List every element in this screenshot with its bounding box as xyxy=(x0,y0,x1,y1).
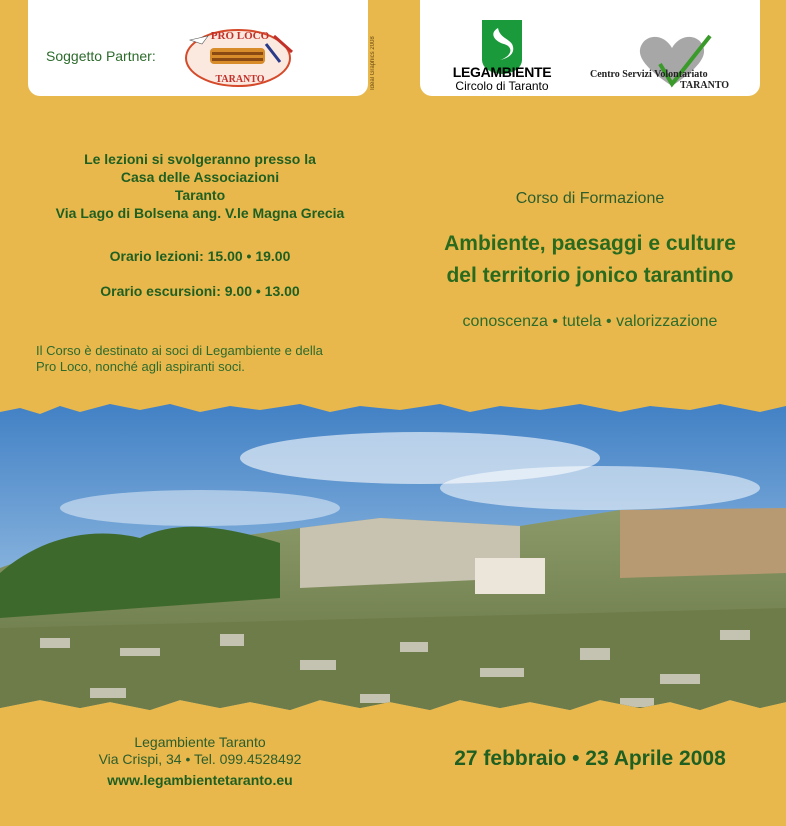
org-name: Legambiente Taranto xyxy=(134,734,266,750)
location-line: Taranto xyxy=(174,187,226,203)
org-address: Via Crispi, 34 • Tel. 099.4528492 xyxy=(98,751,302,767)
partner-label: Soggetto Partner: xyxy=(46,48,156,64)
note-line: Pro Loco, nonché agli aspiranti soci. xyxy=(36,359,245,374)
location-line: Via Lago di Bolsena ang. V.le Magna Grecia xyxy=(55,205,345,221)
course-dates: 27 febbraio • 23 Aprile 2008 xyxy=(454,747,726,770)
csv-city: TARANTO xyxy=(680,80,730,91)
legambiente-subtitle: Circolo di Taranto xyxy=(455,79,549,93)
course-title-line: del territorio jonico tarantino xyxy=(446,264,734,287)
proloco-top-text: PRO LOCO xyxy=(210,30,270,42)
course-subtitle: conoscenza • tutela • valorizzazione xyxy=(462,313,718,330)
landscape-photo xyxy=(0,398,786,728)
note-line: Il Corso è destinato ai soci di Legambiente e della xyxy=(36,343,323,358)
location-line: Le lezioni si svolgeranno presso la xyxy=(84,151,316,167)
course-kicker: Corso di Formazione xyxy=(515,190,665,207)
course-title xyxy=(400,228,780,292)
location-block xyxy=(30,150,370,222)
excursion-hours: Orario escursioni: 9.00 • 13.00 xyxy=(100,283,300,299)
website-link[interactable]: www.legambientetaranto.eu xyxy=(107,772,293,788)
proloco-logo xyxy=(180,22,300,90)
location-line: Casa delle Associazioni xyxy=(120,169,280,185)
legambiente-name: LEGAMBIENTE xyxy=(452,64,552,80)
course-title-line: Ambiente, paesaggi e culture xyxy=(444,232,736,255)
printer-tag: Ideal Graphics 2008 xyxy=(370,36,376,90)
eligibility-note xyxy=(36,343,366,375)
proloco-bottom-text: TARANTO xyxy=(215,74,265,85)
lesson-hours: Orario lezioni: 15.00 • 19.00 xyxy=(109,248,291,264)
csv-name: Centro Servizi Volontariato xyxy=(590,69,708,80)
